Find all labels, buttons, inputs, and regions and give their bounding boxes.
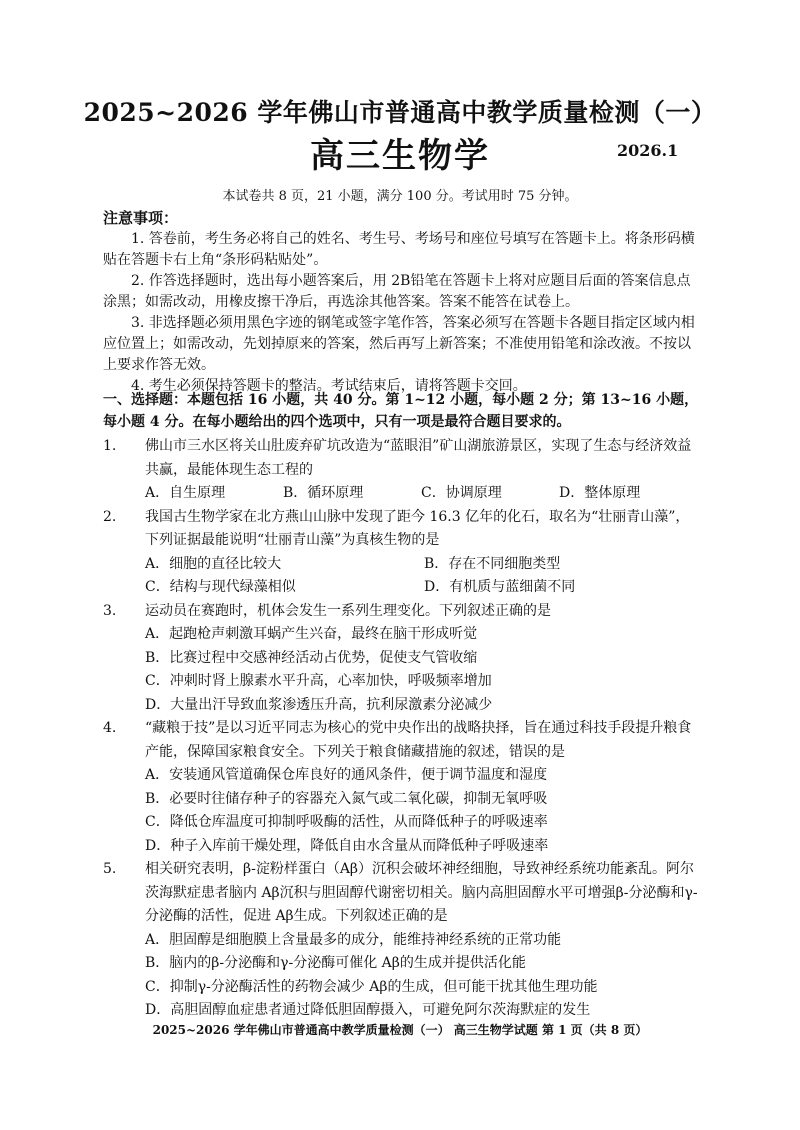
notice-item: 2. 作答选择题时，选出每小题答案后，用 2B铅笔在答题卡上将对应题目后面的答案信息点涂黑；如需改动，用橡皮擦干净后，再选涂其他答案。答案不能答在试卷上。 [103, 273, 691, 310]
option-b: B．存在不同细胞类型 [424, 555, 561, 572]
exam-title: 2025~2026 学年佛山市普通高中教学质量检测（一） [83, 98, 717, 127]
option-a: A．细胞的直径比较大 [145, 555, 282, 572]
option-c: C．结构与现代绿藻相似 [145, 579, 296, 595]
question-text: 佛山市三水区将关山肚废弃矿坑改造为“蓝眼泪”矿山湖旅游景区，实现了生态与经济效益共赢，最能体现生态工程的 [145, 438, 692, 478]
option-a: A．起跑枪声刺激耳蜗产生兴奋，最终在脑干形成听觉 [145, 626, 478, 642]
option-b: B．必要时往储存种子的容器充入氮气或二氧化碳，抑制无氧呼吸 [145, 790, 548, 807]
page-footer: 2025~2026 学年佛山市普通高中教学质量检测（一） 高三生物学试题 第 1 页（共 8 页） [152, 1023, 648, 1037]
subject-title: 高三生物学 [310, 136, 490, 176]
option-b: B．脑内的β-分泌酶和γ-分泌酶可催化 Aβ的生成并提供活化能 [145, 955, 526, 971]
option-a: A．安装通风管道确保仓库良好的通风条件，便于调节温度和湿度 [145, 767, 548, 783]
question-number: 1. [103, 438, 117, 454]
question-text: “藏粮于技”是以习近平同志为核心的党中央作出的战略抉择，旨在通过科技手段提升粮食产能，保障国家粮食安全。下列关于粮食储藏措施的叙述，错误的是 [145, 720, 692, 760]
section-heading: 一、选择题：本题包括 16 小题，共 40 分。第 1~12 小题，每小题 2 分；第 13~16 小题，每小题 4 分。在每小题给出的四个选项中，只有一项是最符合题目要求的。 [103, 392, 699, 430]
option-row [103, 482, 703, 506]
option-c: C．冲刺时肾上腺素水平升高，心率加快，呼吸频率增加 [145, 673, 492, 689]
exam-date: 2026.1 [617, 141, 679, 160]
question-stem [103, 858, 703, 929]
option-a: A．自生原理 [145, 485, 226, 501]
option-d: D．种子入库前干燥处理，降低自由水含量从而降低种子呼吸速率 [145, 837, 549, 854]
option-d: D．大量出汗导致血浆渗透压升高，抗利尿激素分泌减少 [145, 696, 493, 713]
option-a: A．胆固醇是细胞膜上含量最多的成分，能维持神经系统的正常功能 [145, 931, 562, 948]
question-2 [103, 506, 703, 600]
question-stem [103, 435, 703, 482]
option-d: D．整体原理 [559, 485, 641, 501]
option-c: C．协调原理 [421, 485, 502, 501]
question-text: 运动员在赛跑时，机体会发生一系列生理变化。下列叙述正确的是 [145, 602, 551, 619]
question-1 [103, 435, 703, 506]
option-grid [103, 553, 703, 600]
question-stem [103, 717, 703, 764]
notice-item: 1. 答卷前，考生务必将自己的姓名、考生号、考场号和座位号填写在答题卡上。将条形码横贴在答题卡右上角“条形码粘贴处”。 [103, 231, 695, 268]
notice-item: 4. 考生必须保持答题卡的整洁。考试结束后，请将答题卡交回。 [131, 378, 527, 394]
option-c: C．降低仓库温度可抑制呼吸酶的活性，从而降低种子的呼吸速率 [145, 814, 548, 830]
question-4 [103, 717, 703, 858]
option-d: D．高胆固醇血症患者通过降低胆固醇摄入，可避免阿尔茨海默症的发生 [145, 1002, 591, 1018]
option-d: D．有机质与蓝细菌不同 [424, 579, 576, 595]
question-number: 3. [103, 602, 117, 619]
notice-item: 3. 非选择题必须用黑色字迹的钢笔或签字笔作答，答案必须写在答题卡各题目指定区域内相应位置上；如需改动，先划掉原来的答案，然后再写上新答案；不准使用铅笔和涂改液。不按以上要求作答无效。 [103, 315, 695, 373]
question-number: 4. [103, 720, 117, 736]
question-text: 相关研究表明，β-淀粉样蛋白（Aβ）沉积会破坏神经细胞，导致神经系统功能紊乱。阿尔茨海默症患者脑内 Aβ沉积与胆固醇代谢密切相关。脑内高胆固醇水平可增强β-分泌酶和γ-分泌酶的活性，促进 Aβ生成。下列叙述正确的是 [145, 861, 698, 924]
question-stem [103, 600, 703, 624]
question-text: 我国古生物学家在北方燕山山脉中发现了距今 16.3 亿年的化石，取名为“壮丽青山藻”，下列证据最能说明“壮丽青山藻”为真核生物的是 [145, 508, 690, 548]
option-b: B．循环原理 [283, 485, 364, 501]
question-number: 2. [103, 508, 117, 525]
question-3 [103, 600, 703, 718]
option-c: C．抑制γ-分泌酶活性的药物会减少 Aβ的生成，但可能干扰其他生理功能 [145, 978, 598, 995]
notice-block [103, 208, 703, 397]
question-number: 5. [103, 861, 117, 877]
question-list [103, 435, 703, 1023]
exam-intro: 本试卷共 8 页，21 小题，满分 100 分。考试用时 75 分钟。 [222, 189, 578, 204]
question-stem [103, 506, 703, 553]
question-5 [103, 858, 703, 1023]
notice-heading: 注意事项： [103, 209, 179, 227]
option-b: B．比赛过程中交感神经活动占优势，促使支气管收缩 [145, 649, 478, 666]
